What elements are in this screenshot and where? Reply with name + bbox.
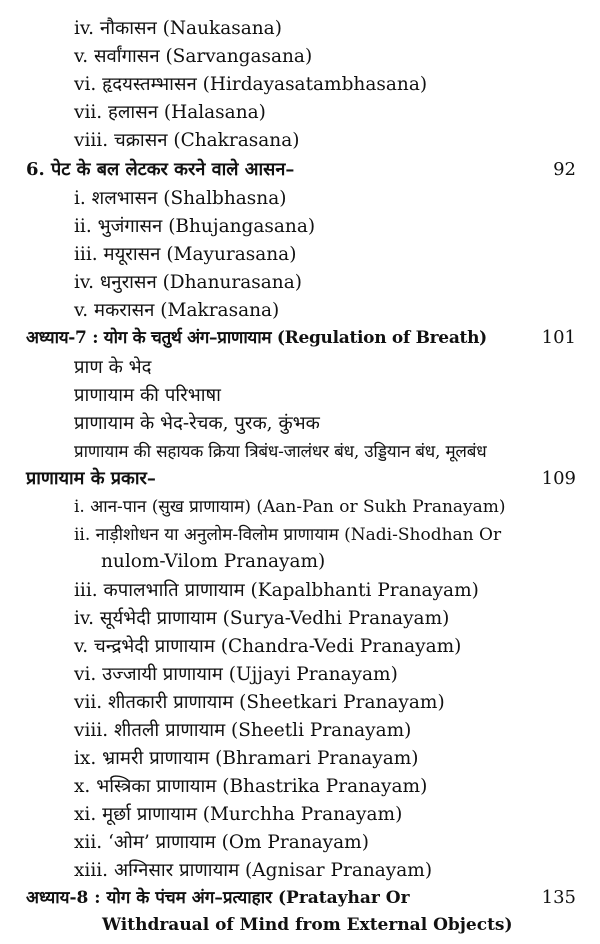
page-number: 92 — [553, 159, 576, 180]
toc-item: प्राण के भेद — [74, 357, 152, 378]
toc-item: iv. सूर्यभेदी प्राणायाम (Surya-Vedhi Pranayam) — [74, 608, 450, 629]
toc-item: vi. हृदयस्तम्भासन (Hirdayasatambhasana) — [74, 74, 428, 95]
chapter-heading: अध्याय-8 : योग के पंचम अंग–प्रत्याहार (Pratayhar Or — [26, 888, 410, 908]
toc-item: प्राणायाम की परिभाषा — [74, 385, 221, 406]
toc-item: प्राणायाम की सहायक क्रिया त्रिबंध-जालंधर बंध, उड्डियान बंध, मूलबंध — [74, 442, 487, 462]
toc-item: i. शलभासन (Shalbhasna) — [74, 188, 287, 209]
toc-item: viii. चक्रासन (Chakrasana) — [74, 130, 300, 151]
toc-item: vii. शीतकारी प्राणायाम (Sheetkari Pranayam) — [74, 692, 445, 713]
toc-item: vii. हलासन (Halasana) — [74, 102, 266, 123]
section-heading: प्राणायाम के प्रकार– — [26, 468, 156, 489]
chapter-heading: अध्याय-7 : योग के चतुर्थ अंग–प्राणायाम (Regulation of Breath) — [26, 328, 487, 348]
toc-item: iv. धनुरासन (Dhanurasana) — [74, 272, 302, 293]
toc-item: vi. उज्जायी प्राणायाम (Ujjayi Pranayam) — [74, 664, 398, 685]
page-number: 101 — [541, 327, 576, 348]
toc-item: ii. भुजंगासन (Bhujangasana) — [74, 216, 316, 237]
toc-item: iv. नौकासन (Naukasana) — [74, 18, 282, 39]
page-number: 135 — [541, 887, 576, 908]
toc-item: v. चन्द्रभेदी प्राणायाम (Chandra-Vedi Pranayam) — [74, 636, 462, 657]
toc-item: ix. भ्रामरी प्राणायाम (Bhramari Pranayam) — [74, 748, 419, 769]
toc-item: viii. शीतली प्राणायाम (Sheetli Pranayam) — [74, 720, 412, 741]
toc-item: iii. कपालभाति प्राणायाम (Kapalbhanti Pranayam) — [74, 580, 479, 601]
toc-item: iii. मयूरासन (Mayurasana) — [74, 244, 297, 265]
page-number: 109 — [541, 468, 576, 489]
chapter-heading-continuation: Withdraual of Mind from External Objects) — [102, 915, 513, 935]
toc-item: xiii. अग्निसार प्राणायाम (Agnisar Pranayam) — [74, 860, 433, 881]
toc-item: प्राणायाम के भेद-रेचक, पुरक, कुंभक — [74, 413, 320, 434]
toc-item-continuation: nulom-Vilom Pranayam) — [101, 551, 326, 572]
toc-item: i. आन-पान (सुख प्राणायाम) (Aan-Pan or Sukh Pranayam) — [74, 497, 506, 517]
toc-item: xii. ‘ओम’ प्राणायाम (Om Pranayam) — [74, 832, 369, 853]
toc-item: x. भस्त्रिका प्राणायाम (Bhastrika Pranayam) — [74, 776, 428, 797]
section-heading: 6. पेट के बल लेटकर करने वाले आसन– — [26, 159, 295, 180]
toc-item: ii. नाड़ीशोधन या अनुलोम-विलोम प्राणायाम (Nadi-Shodhan Or — [74, 525, 502, 545]
toc-item: v. मकरासन (Makrasana) — [74, 300, 280, 321]
toc-item: xi. मूर्छा प्राणायाम (Murchha Pranayam) — [74, 804, 403, 825]
toc-item: v. सर्वांगासन (Sarvangasana) — [74, 46, 313, 67]
